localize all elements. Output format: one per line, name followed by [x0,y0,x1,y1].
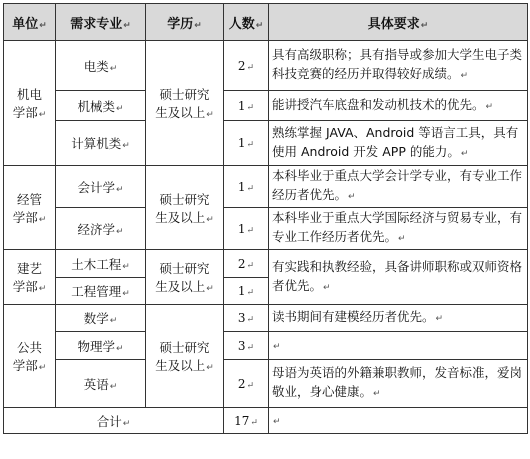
major-cell: 电类↵ [56,41,146,91]
major-cell: 土木工程↵ [56,250,146,278]
detail-cell: 能讲授汽车底盘和发动机技术的优先。↵ [269,91,528,121]
unit-cell: 公共 学部↵ [4,305,56,408]
table-row [4,305,528,332]
education-cell: 硕士研究 生及以上↵ [146,41,224,166]
major-cell: 经济学↵ [56,208,146,250]
header-major: 需求专业↵ [56,4,146,41]
major-cell: 会计学↵ [56,166,146,208]
count-cell: 1↵ [224,278,269,305]
header-count: 人数↵ [224,4,269,41]
count-cell: 1↵ [224,208,269,250]
education-cell: 硕士研究 生及以上↵ [146,166,224,250]
table-row [4,166,528,208]
table-row [4,208,528,250]
detail-cell: 母语为英语的外籍兼职教师，发音标准，爱岗敬业，身心健康。↵ [269,360,528,408]
unit-cell: 建艺 学部↵ [4,250,56,305]
unit-cell: 经管 学部↵ [4,166,56,250]
detail-cell: 本科毕业于重点大学会计学专业，有专业工作经历者优先。↵ [269,166,528,208]
count-cell: 2↵ [224,250,269,278]
table-row [4,41,528,91]
table-row [4,360,528,408]
table-row [4,332,528,360]
count-cell: 3↵ [224,305,269,332]
header-requirements: 具体要求↵ [269,4,528,41]
header-education: 学历↵ [146,4,224,41]
count-cell: 1↵ [224,91,269,121]
major-cell: 机械类↵ [56,91,146,121]
table-row [4,250,528,278]
unit-cell: 机电 学部↵ [4,41,56,166]
detail-cell: 有实践和执教经验，具备讲师职称或双师资格者优先。↵ [269,250,528,305]
major-cell: 计算机类↵ [56,121,146,166]
header-unit: 单位↵ [4,4,56,41]
detail-cell: 本科毕业于重点大学国际经济与贸易专业，有专业工作经历者优先。↵ [269,208,528,250]
major-cell: 数学↵ [56,305,146,332]
count-cell: 1↵ [224,166,269,208]
count-cell: 3↵ [224,332,269,360]
count-cell: 1↵ [224,121,269,166]
detail-cell: 具有高级职称；具有指导或参加大学生电子类科技竞赛的经历并取得较好成绩。↵ [269,41,528,91]
total-row [4,408,528,434]
header-row [4,4,528,41]
major-cell: 工程管理↵ [56,278,146,305]
education-cell: 硕士研究 生及以上↵ [146,250,224,305]
count-cell: 2↵ [224,41,269,91]
total-count: 17↵ [224,408,269,434]
education-cell: 硕士研究 生及以上↵ [146,305,224,408]
table-row [4,91,528,121]
detail-cell: ↵ [269,332,528,360]
table-row [4,121,528,166]
major-cell: 英语↵ [56,360,146,408]
count-cell: 2↵ [224,360,269,408]
major-cell: 物理学↵ [56,332,146,360]
detail-cell: 熟练掌握 JAVA、Android 等语言工具，具有使用 Android 开发 APP 的能力。↵ [269,121,528,166]
requirements-table [3,3,528,434]
total-label: 合计↵ [4,408,224,434]
total-detail: ↵ [269,408,528,434]
detail-cell: 读书期间有建模经历者优先。↵ [269,305,528,332]
